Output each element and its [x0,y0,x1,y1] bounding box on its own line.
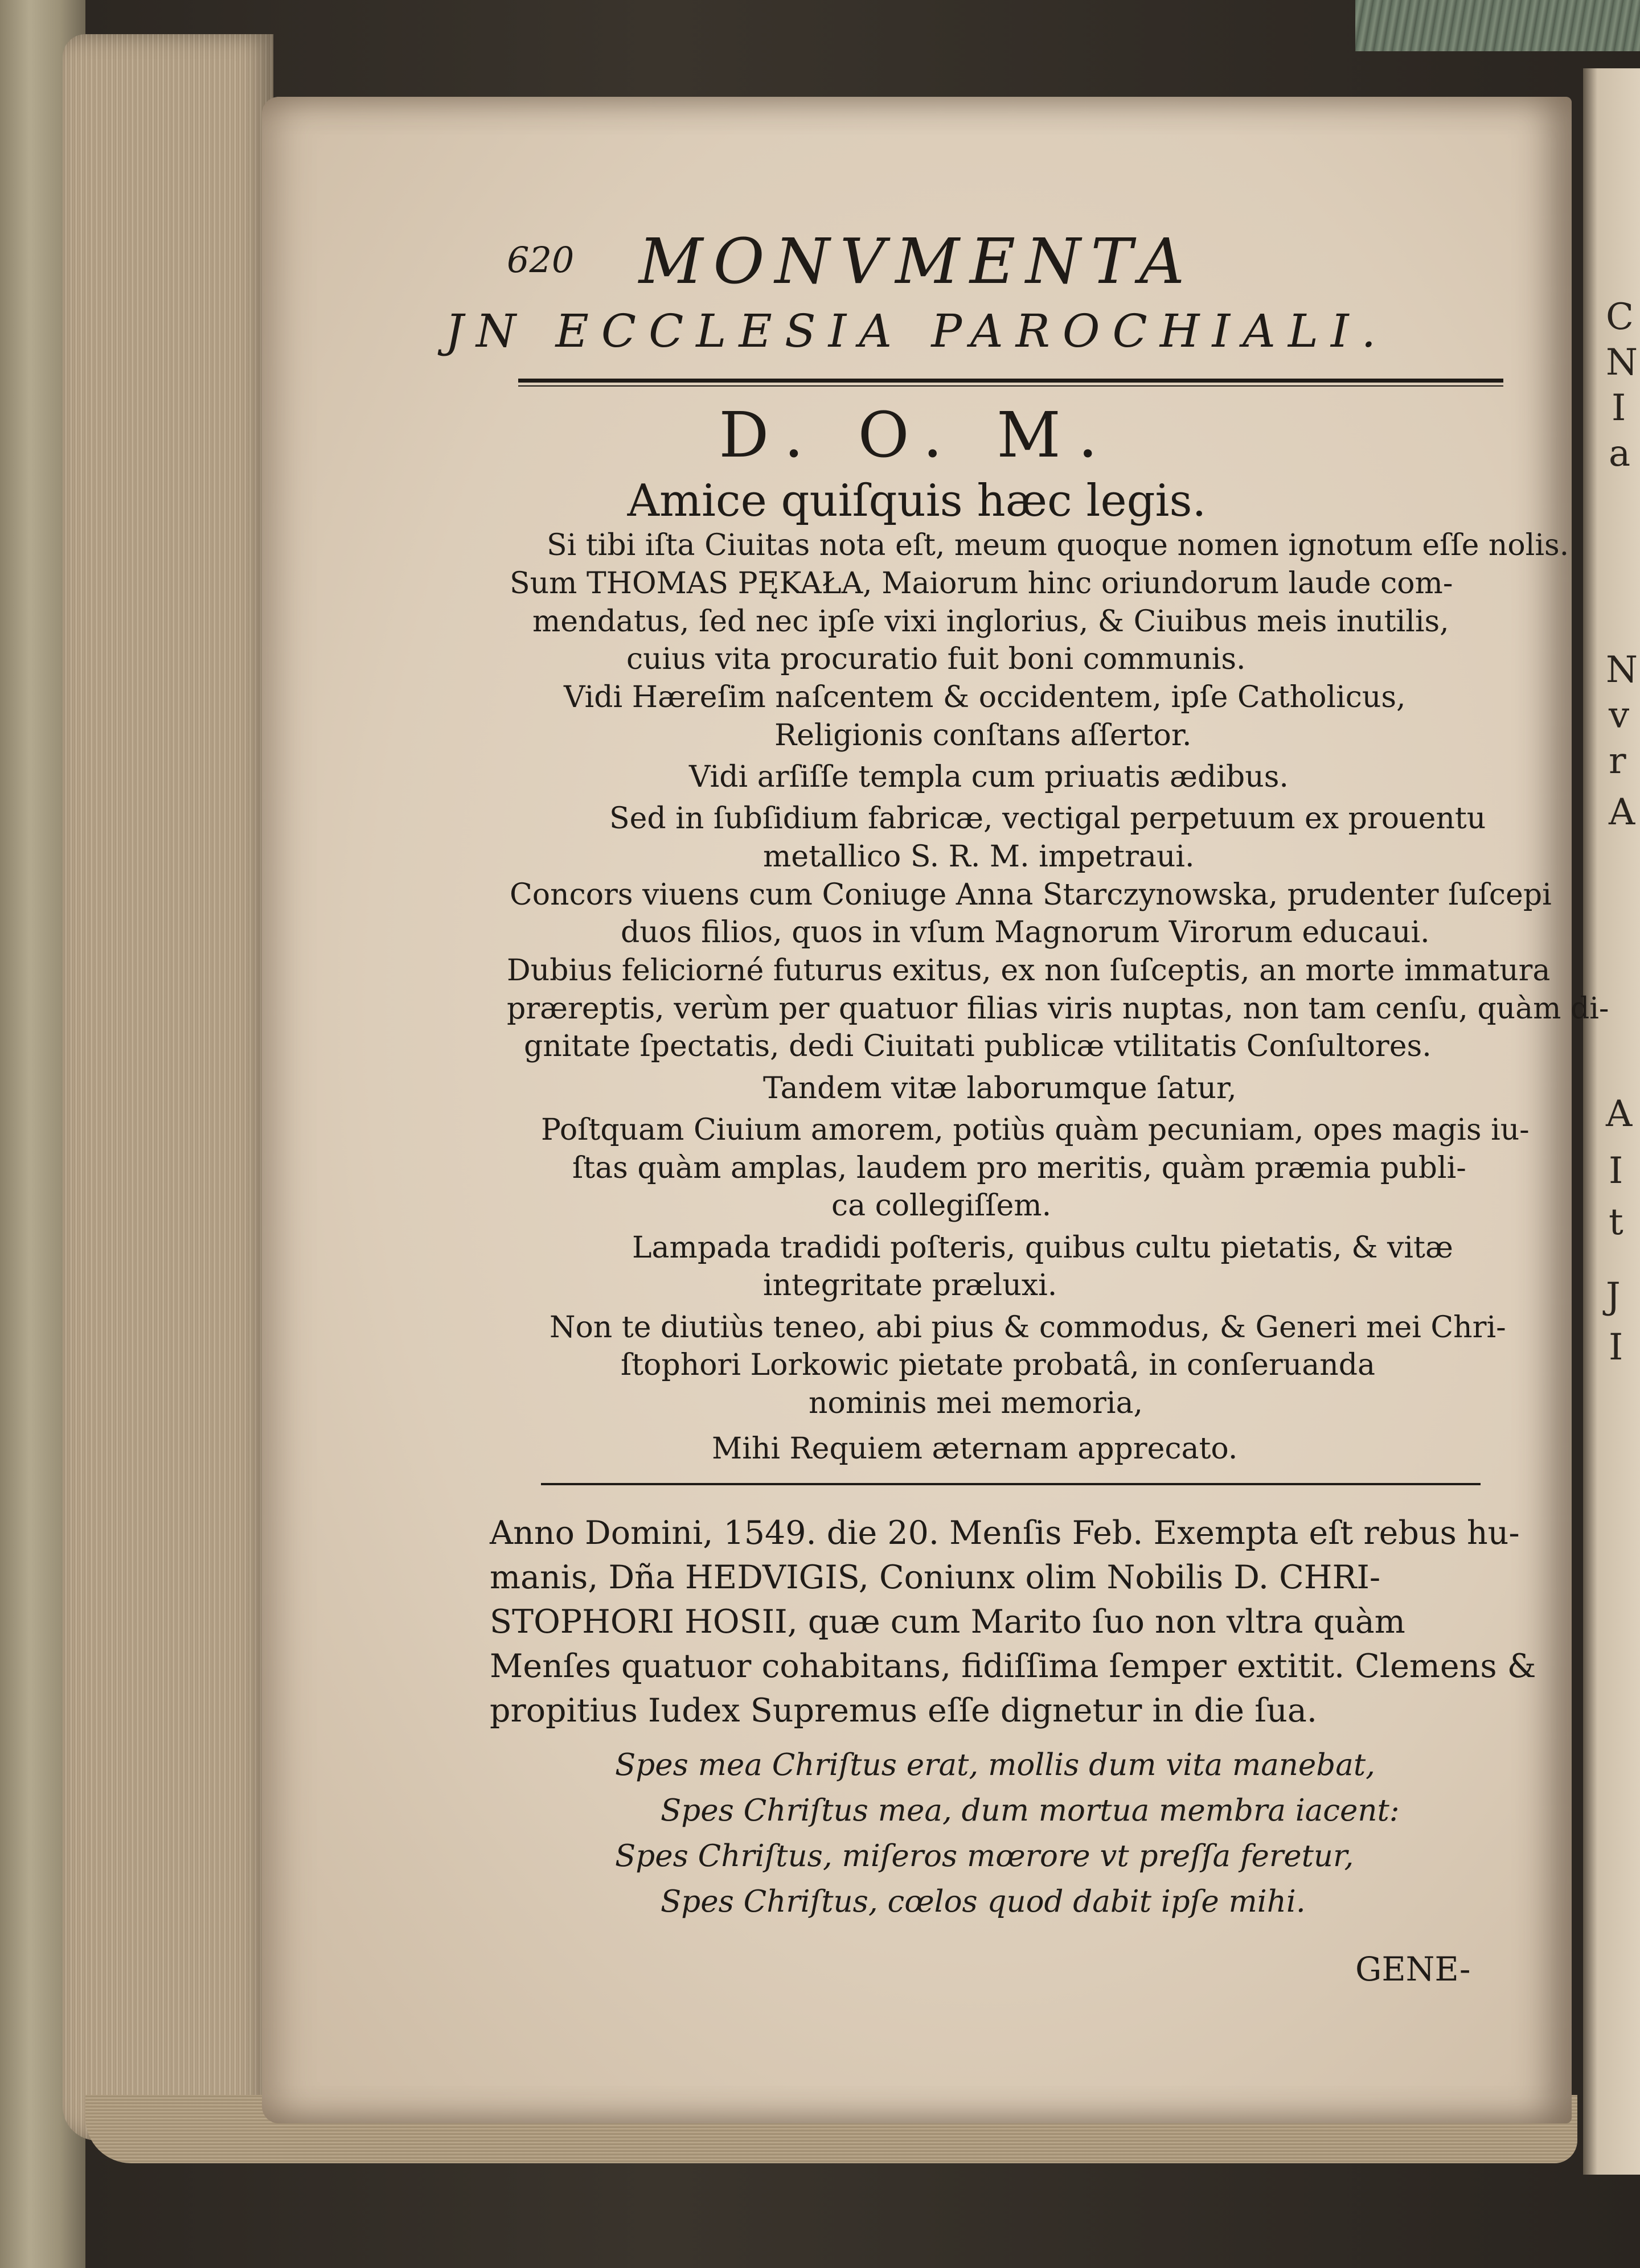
epitaph-line: Concors viuens cum Coniuge Anna Starczynowska, prudenter ſuſcepi [510,878,1552,912]
epitaph-line: ſtophori Lorkowic pietate probatâ, in conſeruanda [621,1348,1376,1382]
epitaph-address: Amice quiſquis hæc legis. [627,475,1207,527]
catchword: GENE- [1355,1950,1471,1988]
verse-line: Spes Chriſtus, miſeros mœrore vt preſſa feretur, [615,1839,1354,1873]
epitaph-line: cuius vita procuratio fuit boni communis. [626,642,1246,676]
epitaph-line: metallico S. R. M. impetraui. [763,840,1195,874]
anno-line: Anno Domini, 1549. die 20. Menſis Feb. Exempta eſt rebus hu- [490,1514,1520,1552]
dom-heading: D. O. M. [719,398,1115,471]
facing-letter: J [1606,1275,1621,1317]
epitaph-line: Vidi arſiſſe templa cum priuatis ædibus. [689,760,1289,794]
facing-letter: I [1609,1150,1623,1192]
epitaph-line: integritate præluxi. [763,1268,1057,1303]
section-rule [541,1483,1481,1485]
epitaph-line: Si tibi iſta Ciuitas nota eſt, meum quoque nomen ignotum eſſe nolis. [547,528,1569,562]
anno-line: Menſes quatuor cohabitans, fidiſſima ſemper extitit. Clemens & [490,1647,1536,1685]
header-title: MONVMENTA [638,225,1195,298]
epitaph-line: Vidi Hæreſim naſcentem & occidentem, ipſe Catholicus, [564,680,1406,714]
facing-letter: A [1606,1093,1633,1135]
epitaph-line: Lampada tradidi poſteris, quibus cultu pietatis, & vitæ [632,1231,1453,1265]
header-rule-thin [518,385,1503,387]
epitaph-line: Religionis conſtans aſſertor. [774,718,1192,753]
header-subtitle: JN ECCLESIA PAROCHIALI. [445,305,1389,358]
verse-line: Spes Chriſtus, cœlos quod dabit ipſe mihi. [661,1884,1306,1919]
epitaph-line: nominis mei memoria, [809,1386,1143,1420]
facing-letter: t [1609,1201,1623,1243]
epitaph-line: Tandem vitæ laborumque ſatur, [763,1071,1237,1106]
page-edges [63,34,273,2140]
epitaph-line: Mihi Requiem æternam apprecato. [712,1432,1238,1466]
page-number: 620 [507,239,575,281]
facing-letter: r [1609,740,1626,782]
facing-letter: I [1609,1326,1623,1369]
facing-letter: a [1609,433,1631,475]
anno-line: propitius Iudex Supremus eſſe dignetur in die ſua. [490,1692,1317,1729]
epitaph-line: ca collegiſſem. [831,1189,1052,1223]
epitaph-line: ſtas quàm amplas, laudem pro meritis, quàm præmia publi- [572,1151,1466,1185]
epitaph-line: Dubius feliciorné futurus exitus, ex non ſuſceptis, an morte immatura [507,954,1551,988]
epitaph-line: duos filios, quos in vſum Magnorum Virorum educaui. [621,915,1430,950]
verse-line: Spes mea Chriſtus erat, mollis dum vita manebat, [615,1748,1375,1782]
facing-letter: v [1609,695,1630,737]
book-page [262,97,1609,2123]
epitaph-line: Non te diutiùs teneo, abi pius & commodus, & Generi mei Chri- [550,1310,1506,1345]
epitaph-line: præreptis, verùm per quatuor filias viris nuptas, non tam cenſu, quàm di- [507,992,1609,1026]
facing-page [1583,68,1640,2175]
facing-letter: I [1612,387,1626,429]
facing-letter: N [1606,342,1638,384]
epitaph-line: Poſtquam Ciuium amorem, potiùs quàm pecuniam, opes magis iu- [541,1113,1530,1147]
headband [1355,0,1640,51]
epitaph-line: Sed in ſubſidium fabricæ, vectigal perpetuum ex prouentu [609,802,1486,836]
facing-letter: N [1606,649,1638,691]
facing-letter: C [1606,296,1634,338]
verse-line: Spes Chriſtus mea, dum mortua membra iacent: [661,1793,1400,1828]
header-rule [518,379,1503,383]
anno-line: manis, Dña HEDVIGIS, Coniunx olim Nobilis D. CHRI- [490,1559,1381,1596]
epitaph-line: mendatus, ſed nec ipſe vixi inglorius, & Ciuibus meis inutilis, [532,605,1449,639]
facing-letter: A [1609,791,1635,833]
epitaph-line: Sum THOMAS PĘKAŁA, Maiorum hinc oriundorum laude com- [510,566,1453,601]
epitaph-line: gnitate ſpectatis, dedi Ciuitati publicæ vtilitatis Conſultores. [524,1029,1432,1063]
anno-line: STOPHORI HOSII, quæ cum Marito ſuo non vltra quàm [490,1603,1405,1641]
